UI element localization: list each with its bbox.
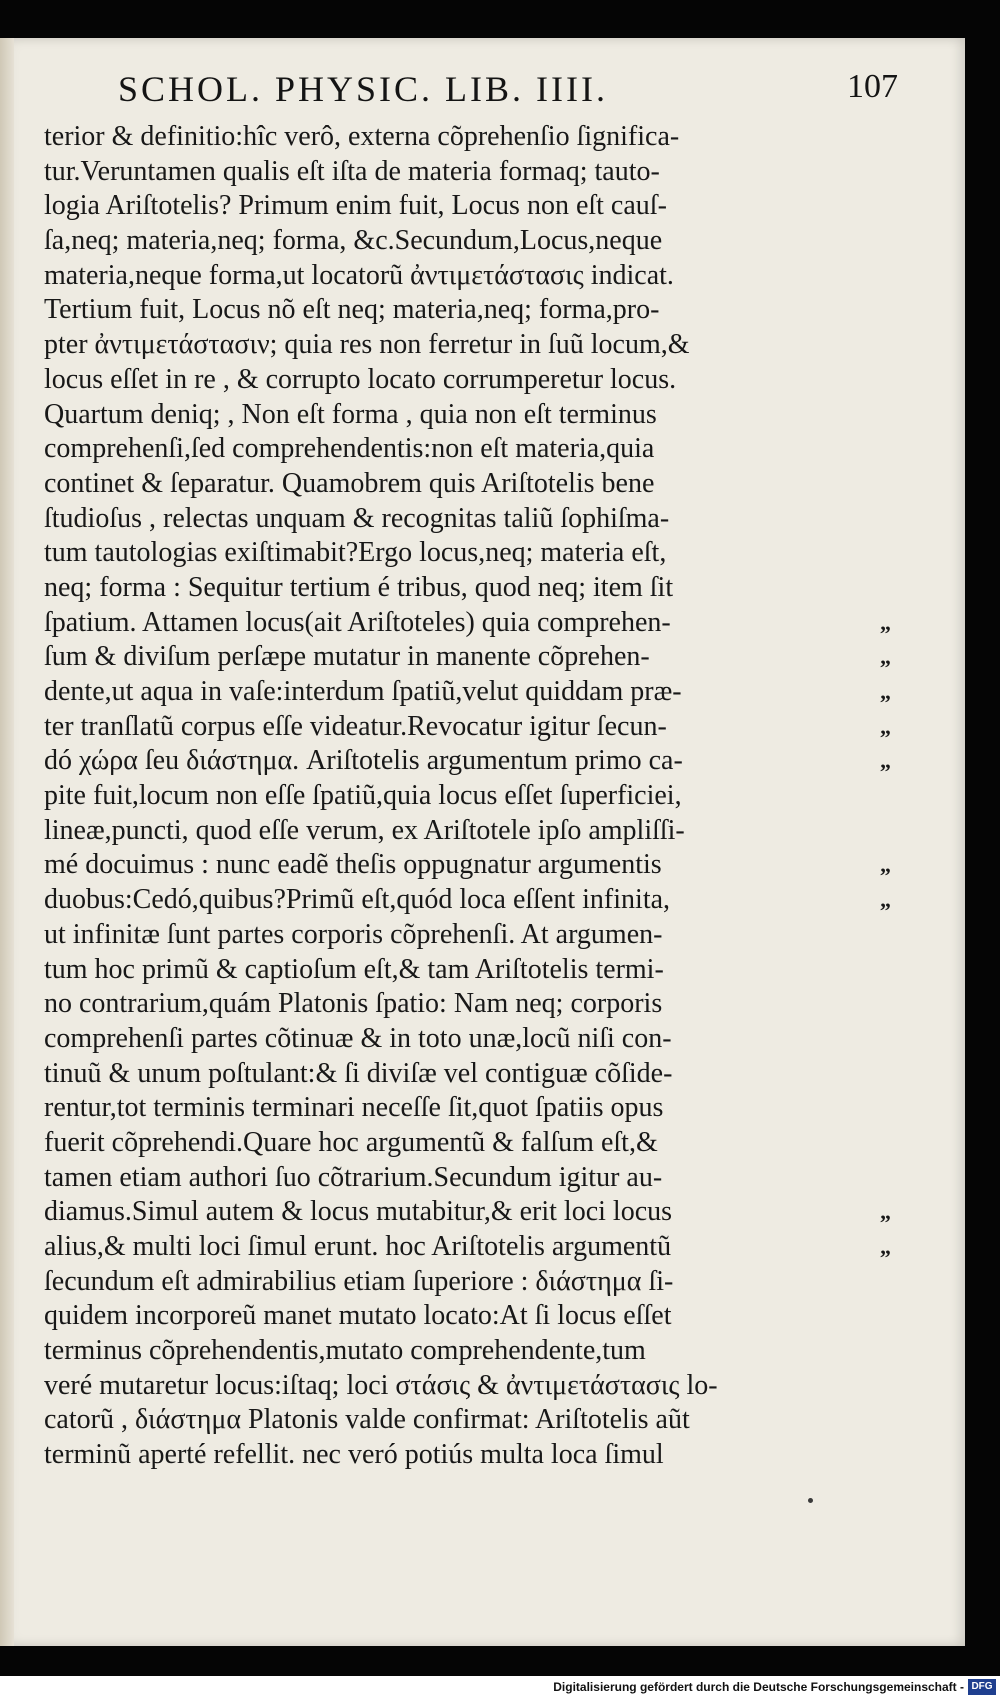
text-line [44, 224, 914, 259]
line-text: tinuũ & unum poſtulant:& ſi diviſæ vel contiguæ cõſide- [44, 1057, 673, 1089]
line-text: ſpatium. Attamen locus(ait Ariſtoteles) quia comprehen- [44, 606, 671, 638]
text-line [44, 1057, 914, 1092]
line-text: pite fuit,locum non eſſe ſpatiũ,quia locus eſſet ſuperficiei, [44, 780, 682, 812]
text-line [44, 536, 914, 571]
line-text: duobus:Cedó,quibus?Primũ eſt,quód loca eſſent infinita, [44, 884, 671, 916]
text-line [44, 1299, 914, 1334]
text-line [44, 1438, 914, 1473]
text-line [44, 744, 914, 779]
text-line [44, 1091, 914, 1126]
line-text: comprehenſi partes cõtinuæ & in toto unæ,locũ niſi con- [44, 1022, 672, 1054]
quotation-marker: „ [880, 679, 891, 704]
line-text: tum hoc primũ & captioſum eſt,& tam Ariſtotelis termi- [44, 953, 664, 985]
line-text: dente,ut aqua in vaſe:interdum ſpatiũ,velut quiddam præ- [44, 676, 682, 707]
line-text: ſa,neq; materia,neq; forma, &c.Secundum,Locus,neque [44, 225, 663, 257]
text-line [44, 814, 914, 849]
text-line [44, 1369, 914, 1404]
line-text: veré mutaretur locus:iſtaq; loci στάσις & ἀντιμετάστασις lo- [44, 1369, 718, 1401]
line-text: pter ἀντιμετάστασιν; quia res non ferretur in ſuũ locum,& [44, 329, 690, 361]
line-text: tamen etiam authori ſuo cõtrarium.Secundum igitur au- [44, 1161, 663, 1193]
quotation-marker: „ [880, 748, 891, 774]
text-line [44, 120, 914, 155]
line-text: locus eſſet in re , & corrupto locato corrumperetur locus. [44, 363, 677, 395]
line-text: ſtudioſus , relectas unquam & recognitas taliũ ſophiſma- [44, 502, 670, 534]
text-line [44, 606, 914, 641]
dfg-logo: DFG [968, 1679, 996, 1695]
line-text: ter tranſlatũ corpus eſſe videatur.Revocatur igitur ſecun- [44, 710, 667, 742]
quotation-marker: „ [880, 609, 891, 635]
ink-speck [808, 1498, 813, 1503]
line-text: ut infinitæ ſunt partes corporis cõprehenſi. At argumen- [44, 918, 663, 950]
line-text: materia,neque forma,ut locatorũ ἀντιμετάστασις indicat. [44, 259, 674, 291]
page-number: 107 [847, 68, 898, 105]
line-text: alius,& multi loci ſimul erunt. hoc Ariſtotelis argumentũ [44, 1231, 672, 1262]
text-line [44, 779, 914, 814]
line-text: continet & ſeparatur. Quamobrem quis Ariſtotelis bene [44, 467, 655, 499]
text-line [44, 1022, 914, 1057]
text-line [44, 1195, 914, 1230]
text-line [44, 328, 914, 363]
text-line [44, 675, 914, 710]
quotation-marker: „ [880, 644, 891, 670]
running-head-title: SCHOL. PHYSIC. LIB. IIII. [118, 69, 609, 109]
text-line [44, 1265, 914, 1300]
line-text: no contrarium,quám Platonis ſpatio: Nam neq; corporis [44, 988, 663, 1020]
line-text: ſum & diviſum perſæpe mutatur in manente cõprehen- [44, 641, 650, 673]
page-gutter-edge [0, 38, 14, 1646]
text-line [44, 710, 914, 745]
text-line [44, 640, 914, 675]
line-text: terminus cõprehendentis,mutato comprehendente,tum [44, 1335, 646, 1367]
text-line [44, 398, 914, 433]
text-line [44, 189, 914, 224]
quotation-marker: „ [880, 713, 891, 739]
line-text: dó χώρα ſeu διάστημα. Ariſtotelis argumentum primo ca- [44, 745, 683, 777]
line-text: Tertium fuit, Locus nõ eſt neq; materia,neq; forma,pro- [44, 294, 660, 326]
text-line [44, 432, 914, 467]
text-line [44, 848, 914, 883]
line-text: quidem incorporeũ manet mutato locato:At ſi locus eſſet [44, 1300, 672, 1332]
text-line [44, 155, 914, 190]
quotation-marker: „ [880, 887, 891, 913]
line-text: terminũ aperté refellit. nec veró potiús multa loca ſimul [44, 1439, 664, 1471]
running-head [118, 68, 898, 118]
line-text: mé docuimus : nunc eadẽ theſis oppugnatur argumentis [44, 849, 662, 881]
line-text: fuerit cõprehendi.Quare hoc argumentũ & falſum eſt,& [44, 1126, 658, 1158]
line-text: lineæ,puncti, quod eſſe verum, ex Ariſtotele ipſo ampliſſi- [44, 814, 685, 846]
book-page [0, 38, 965, 1646]
line-text: rentur,tot terminis terminari neceſſe ſit,quot ſpatiis opus [44, 1092, 664, 1124]
line-text: comprehenſi,ſed comprehendentis:non eſt materia,quia [44, 433, 655, 465]
footer-credit: Digitalisierung gefördert durch die Deutsche Forschungsgemeinschaft - [553, 1680, 964, 1694]
line-text: diamus.Simul autem & locus mutabitur,& erit loci locus [44, 1196, 673, 1228]
text-line [44, 293, 914, 328]
text-line [44, 918, 914, 953]
text-line [44, 259, 914, 294]
text-line [44, 363, 914, 398]
line-text: catorũ , διάστημα Platonis valde confirmat: Ariſtotelis aũt [44, 1404, 690, 1436]
line-text: tum tautologias exiſtimabit?Ergo locus,neq; materia eſt, [44, 537, 667, 569]
line-text: ſecundum eſt admirabilius etiam ſuperiore : διάστημα ſi- [44, 1265, 674, 1297]
footer-bar [0, 1676, 1000, 1699]
text-line [44, 883, 914, 918]
text-line [44, 1230, 914, 1265]
quotation-marker: „ [880, 852, 891, 878]
quotation-marker: „ [880, 1234, 891, 1259]
line-text: Quartum deniq; , Non eſt forma , quia non eſt terminus [44, 398, 657, 430]
text-line [44, 1126, 914, 1161]
quotation-marker: „ [880, 1199, 891, 1225]
line-text: terior & definitio:hîc verô, externa cõprehenſio ſignifica- [44, 121, 680, 152]
text-block [44, 120, 914, 1473]
text-line [44, 571, 914, 606]
line-text: tur.Veruntamen qualis eſt iſta de materia formaq; tauto- [44, 155, 660, 187]
text-line [44, 1403, 914, 1438]
text-line [44, 502, 914, 537]
line-text: neq; forma : Sequitur tertium é tribus, quod neq; item ſit [44, 571, 674, 603]
line-text: logia Ariſtotelis? Primum enim fuit, Locus non eſt cauſ- [44, 190, 667, 222]
text-line [44, 953, 914, 988]
text-line [44, 1161, 914, 1196]
text-line [44, 1334, 914, 1369]
text-line [44, 467, 914, 502]
text-line [44, 987, 914, 1022]
